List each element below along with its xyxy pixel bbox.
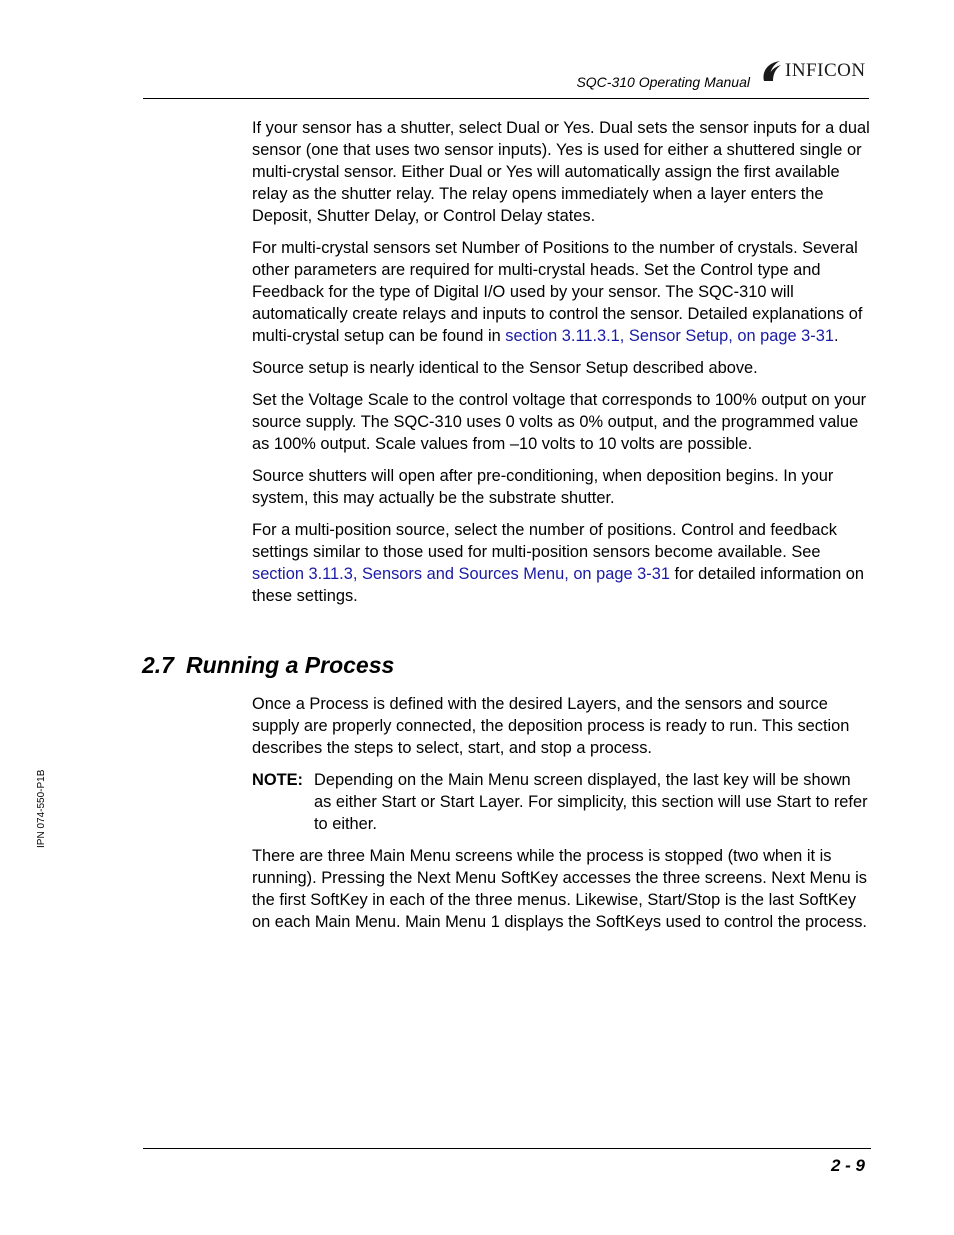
paragraph-text: . <box>833 327 839 345</box>
header-divider <box>143 98 869 99</box>
paragraph-voltage-scale: Set the Voltage Scale to the control voltage that corresponds to 100% output on your source supply. The SQC-310 uses 0 volts as 0% output, and the programmed value as 100% output. Scale values from –10 volts to 10 volts are possible. <box>252 391 867 453</box>
header-title: SQC-310 Operating Manual <box>576 74 750 90</box>
paragraph-multi-crystal <box>252 237 870 347</box>
note-label: NOTE: <box>252 771 303 789</box>
page-number: 2 - 9 <box>830 1156 865 1175</box>
paragraph-source-setup: Source setup is nearly identical to the Sensor Setup described above. <box>252 359 758 377</box>
ipn-side-label: IPN 074-550-P1B <box>36 769 47 848</box>
inficon-logo <box>760 58 866 84</box>
section-body <box>252 693 870 943</box>
inficon-swoosh-icon <box>760 59 782 83</box>
paragraph-process-intro: Once a Process is defined with the desired Layers, and the sensors and source supply are properly connected, the deposition process is ready to run. This section describes the steps to select, start, and stop a process. <box>252 695 850 757</box>
paragraph-text: For a multi-position source, select the number of positions. Control and feedback settings similar to those used for multi-position sensors become available. See <box>252 521 837 561</box>
section-title: Running a Process <box>185 652 395 678</box>
section-number: 2.7 <box>142 652 174 678</box>
logo-text: INFICON <box>785 60 866 81</box>
footer-divider <box>143 1148 871 1149</box>
link-sensor-setup[interactable]: section 3.11.3.1, Sensor Setup, on page 3-31 <box>505 327 834 345</box>
paragraph-multi-position <box>252 519 870 607</box>
paragraph-source-shutters: Source shutters will open after pre-conditioning, when deposition begins. In your system, this may actually be the substrate shutter. <box>252 467 834 507</box>
body-text <box>252 117 870 617</box>
paragraph-text: For multi-crystal sensors set Number of Positions to the number of crystals. Several other parameters are required for multi-crystal heads. Set the Control type and Feedback for the type of Digital I/O used by your sensor. The SQC-310 will automatically create relays and inputs to control the sensor. Detailed explanations of multi-crystal setup can be found in <box>252 239 863 345</box>
note-text: Depending on the Main Menu screen displayed, the last key will be shown as either Start or Start Layer. For simplicity, this section will use Start to refer to either. <box>314 771 868 833</box>
paragraph-text: for detailed information on these settings. <box>252 565 865 605</box>
note <box>252 769 870 835</box>
paragraph-shutter: If your sensor has a shutter, select Dual or Yes. Dual sets the sensor inputs for a dual sensor (one that uses two sensor inputs). Yes is used for either a shuttered single or multi-crystal sensor. Either Dual or Yes will automatically assign the first available relay as the shutter relay. The relay opens immediately when a layer enters the Deposit, Shutter Delay, or Control Delay states. <box>252 119 870 225</box>
section-heading <box>142 652 394 679</box>
link-sensors-sources-menu[interactable]: section 3.11.3, Sensors and Sources Menu, on page 3-31 <box>252 565 670 583</box>
paragraph-main-menus: There are three Main Menu screens while the process is stopped (two when it is running). Pressing the Next Menu SoftKey accesses the three screens. Next Menu is the first SoftKey in each of the three menus. Likewise, Start/Stop is the last SoftKey on each Main Menu. Main Menu 1 displays the SoftKeys used to control the process. <box>252 847 867 931</box>
